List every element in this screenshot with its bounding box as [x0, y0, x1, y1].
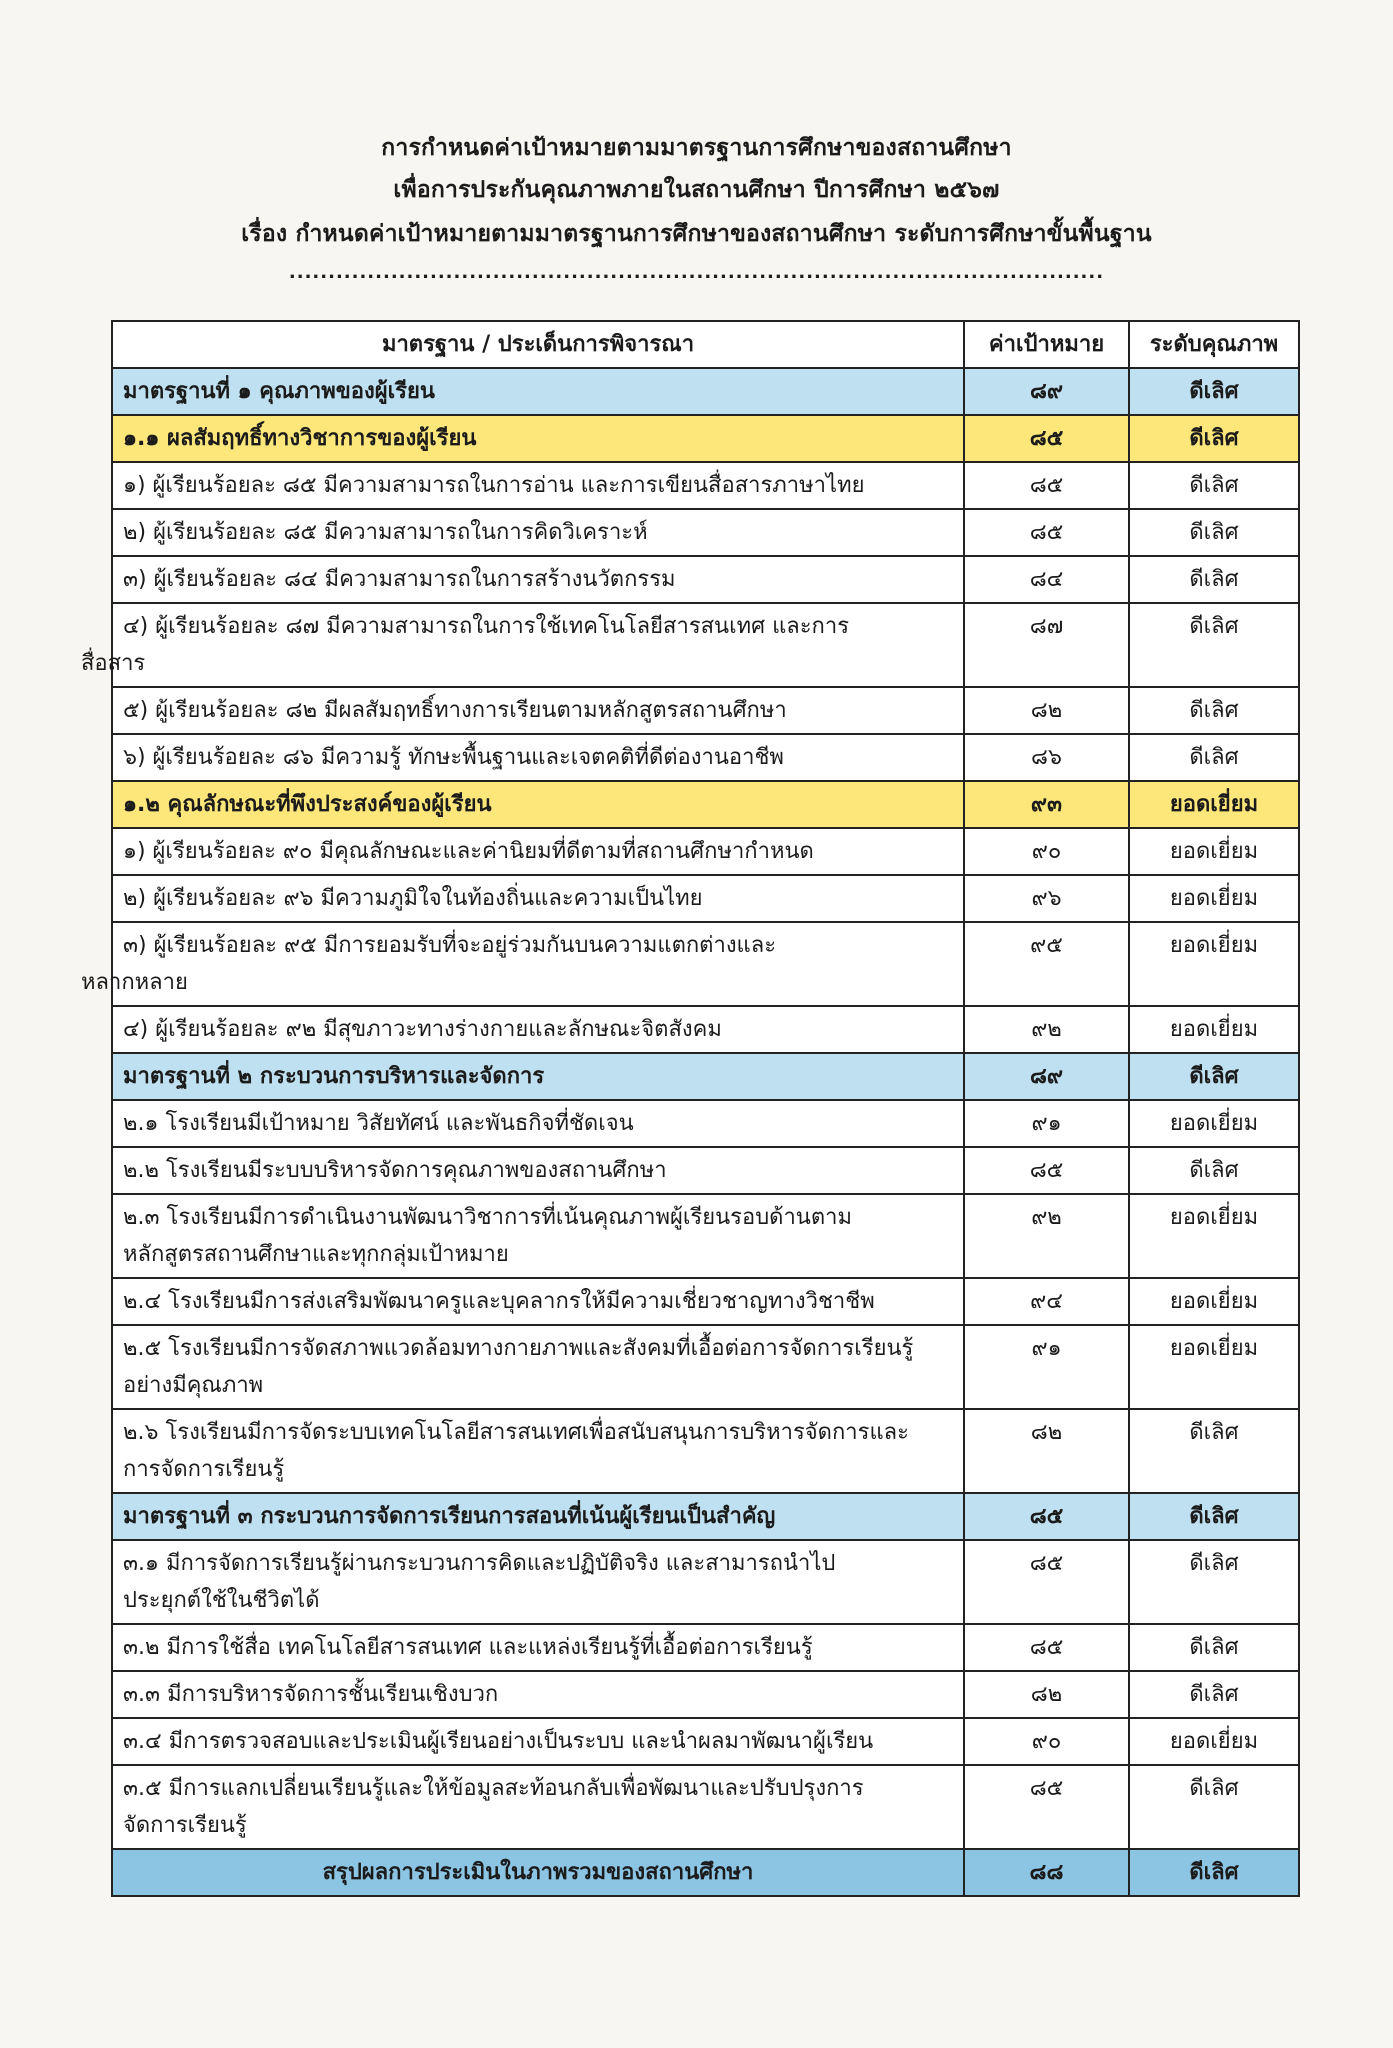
criteria-label: ๒.๖ โรงเรียนมีการจัดระบบเทคโนโลยีสารสนเทศเพื่อสนับสนุนการบริหารจัดการและ: [123, 1420, 909, 1445]
table-row: [112, 1671, 1299, 1718]
standard-row: [112, 1493, 1299, 1540]
quality-level: ยอดเยี่ยม: [1129, 922, 1299, 1006]
sub-standard-row: [112, 415, 1299, 462]
table-row: [112, 1325, 1299, 1409]
quality-level: ดีเลิศ: [1129, 1409, 1299, 1493]
criteria-label-continued: หลากหลาย: [81, 970, 188, 995]
quality-level: ดีเลิศ: [1129, 368, 1299, 415]
criteria-label: ๒.๕ โรงเรียนมีการจัดสภาพแวดล้อมทางกายภาพและสังคมที่เอื้อต่อการจัดการเรียนรู้: [123, 1336, 914, 1361]
quality-level: ยอดเยี่ยม: [1129, 1718, 1299, 1765]
quality-level: ดีเลิศ: [1129, 1624, 1299, 1671]
quality-level: ยอดเยี่ยม: [1129, 1006, 1299, 1053]
target-value: ๙๖: [964, 875, 1129, 922]
criteria-label: ๓) ผู้เรียนร้อยละ ๘๔ มีความสามารถในการสร้างนวัตกรรม: [123, 567, 676, 592]
criteria-label: ๒) ผู้เรียนร้อยละ ๙๖ มีความภูมิใจในท้องถิ่นและความเป็นไทย: [123, 886, 703, 911]
criteria-label: ๔) ผู้เรียนร้อยละ ๘๗ มีความสามารถในการใช้เทคโนโลยีสารสนเทศ และการ: [123, 614, 850, 639]
criteria-label: ๑.๒ คุณลักษณะที่พึงประสงค์ของผู้เรียน: [123, 792, 492, 817]
criteria-cell: [112, 556, 964, 603]
table-row: [112, 1278, 1299, 1325]
criteria-label-continued: การจัดการเรียนรู้: [123, 1457, 285, 1482]
criteria-label: มาตรฐานที่ ๒ กระบวนการบริหารและจัดการ: [123, 1064, 545, 1089]
criteria-label: ๓.๑ มีการจัดการเรียนรู้ผ่านกระบวนการคิดและปฏิบัติจริง และสามารถนำไป: [123, 1551, 836, 1576]
table-row: [112, 603, 1299, 687]
criteria-cell: [112, 1006, 964, 1053]
criteria-cell: [112, 368, 964, 415]
criteria-cell: [112, 1194, 964, 1278]
criteria-cell: [112, 687, 964, 734]
criteria-cell: [112, 875, 964, 922]
criteria-label: ๖) ผู้เรียนร้อยละ ๘๖ มีความรู้ ทักษะพื้นฐานและเจตคติที่ดีต่องานอาชีพ: [123, 745, 784, 770]
criteria-label: ๓.๔ มีการตรวจสอบและประเมินผู้เรียนอย่างเป็นระบบ และนำผลมาพัฒนาผู้เรียน: [123, 1729, 874, 1754]
target-value: ๘๕: [964, 1624, 1129, 1671]
criteria-label: ๑) ผู้เรียนร้อยละ ๙๐ มีคุณลักษณะและค่านิยมที่ดีตามที่สถานศึกษากำหนด: [123, 839, 814, 864]
table-row: [112, 1006, 1299, 1053]
target-table: [81, 320, 1300, 1897]
criteria-cell: [112, 1053, 964, 1100]
quality-level: ยอดเยี่ยม: [1129, 1100, 1299, 1147]
criteria-cell: [112, 1325, 964, 1409]
target-value: ๘๕: [964, 509, 1129, 556]
quality-level: ดีเลิศ: [1129, 462, 1299, 509]
target-value: ๘๕: [964, 1147, 1129, 1194]
table-row: [112, 1540, 1299, 1624]
target-value: ๘๕: [964, 1540, 1129, 1624]
criteria-cell: [112, 1493, 964, 1540]
target-value: ๙๑: [964, 1325, 1129, 1409]
quality-level: ดีเลิศ: [1129, 603, 1299, 687]
table-row: [112, 922, 1299, 1006]
table-row: [112, 462, 1299, 509]
header-quality-level: ระดับคุณภาพ: [1129, 321, 1299, 368]
document-subtitle: เพื่อการประกันคุณภาพภายในสถานศึกษา ปีการศึกษา ๒๕๖๗: [393, 177, 1000, 203]
criteria-cell: [112, 1765, 964, 1849]
criteria-label: มาตรฐานที่ ๑ คุณภาพของผู้เรียน: [123, 379, 435, 404]
target-value: ๘๕: [964, 462, 1129, 509]
table-row: [112, 1765, 1299, 1849]
criteria-label: สรุปผลการประเมินในภาพรวมของสถานศึกษา: [322, 1860, 754, 1885]
target-value: ๙๔: [964, 1278, 1129, 1325]
criteria-label: ๒.๓ โรงเรียนมีการดำเนินงานพัฒนาวิชาการที่เน้นคุณภาพผู้เรียนรอบด้านตาม: [123, 1205, 852, 1230]
target-value: ๘๙: [964, 1053, 1129, 1100]
target-value: ๘๒: [964, 687, 1129, 734]
criteria-label-continued: สื่อสาร: [81, 651, 146, 676]
header-standard: มาตรฐาน / ประเด็นการพิจารณา: [112, 321, 964, 368]
criteria-label: มาตรฐานที่ ๓ กระบวนการจัดการเรียนการสอนที่เน้นผู้เรียนเป็นสำคัญ: [123, 1504, 776, 1529]
table-row: [112, 875, 1299, 922]
target-value: ๙๕: [964, 922, 1129, 1006]
target-value: ๙๐: [964, 1718, 1129, 1765]
criteria-label: ๒.๑ โรงเรียนมีเป้าหมาย วิสัยทัศน์ และพันธกิจที่ชัดเจน: [123, 1111, 634, 1136]
sub-standard-row: [112, 781, 1299, 828]
target-value: ๘๒: [964, 1671, 1129, 1718]
quality-level: ดีเลิศ: [1129, 687, 1299, 734]
target-value: ๙๒: [964, 1194, 1129, 1278]
table-row: [112, 1718, 1299, 1765]
criteria-label: ๒) ผู้เรียนร้อยละ ๘๕ มีความสามารถในการคิดวิเคราะห์: [123, 520, 648, 545]
quality-level: ดีเลิศ: [1129, 734, 1299, 781]
table-body: [81, 368, 1299, 1896]
target-value: ๘๔: [964, 556, 1129, 603]
target-value: ๘๕: [964, 1765, 1129, 1849]
quality-level: ดีเลิศ: [1129, 509, 1299, 556]
quality-level: ดีเลิศ: [1129, 1671, 1299, 1718]
target-value: ๙๓: [964, 781, 1129, 828]
table-row: [112, 1194, 1299, 1278]
criteria-label: ๑) ผู้เรียนร้อยละ ๘๕ มีความสามารถในการอ่าน และการเขียนสื่อสารภาษาไทย: [123, 473, 865, 498]
header-target: ค่าเป้าหมาย: [964, 321, 1129, 368]
criteria-cell: [112, 734, 964, 781]
quality-level: ยอดเยี่ยม: [1129, 1278, 1299, 1325]
criteria-label: ๑.๑ ผลสัมฤทธิ์ทางวิชาการของผู้เรียน: [123, 426, 477, 451]
criteria-cell: [112, 509, 964, 556]
standard-row: [112, 368, 1299, 415]
criteria-label-continued: ประยุกต์ใช้ในชีวิตได้: [123, 1588, 320, 1613]
quality-level: ดีเลิศ: [1129, 1147, 1299, 1194]
quality-level: ดีเลิศ: [1129, 1540, 1299, 1624]
document-subject: เรื่อง กำหนดค่าเป้าหมายตามมาตรฐานการศึกษาของสถานศึกษา ระดับการศึกษาขั้นพื้นฐาน: [241, 221, 1152, 247]
quality-level: ยอดเยี่ยม: [1129, 1194, 1299, 1278]
criteria-label: ๓.๓ มีการบริหารจัดการชั้นเรียนเชิงบวก: [123, 1682, 499, 1707]
quality-level: ยอดเยี่ยม: [1129, 781, 1299, 828]
table-row: [112, 556, 1299, 603]
criteria-cell: [112, 1278, 964, 1325]
target-value: ๘๒: [964, 1409, 1129, 1493]
dotted-separator: ........................................................................................................: [288, 262, 1105, 283]
summary-row: [112, 1849, 1299, 1896]
criteria-label: ๓.๒ มีการใช้สื่อ เทคโนโลยีสารสนเทศ และแหล่งเรียนรู้ที่เอื้อต่อการเรียนรู้: [123, 1635, 813, 1660]
criteria-cell: [112, 1100, 964, 1147]
criteria-cell: [112, 1624, 964, 1671]
target-value: ๘๗: [964, 603, 1129, 687]
criteria-cell: [112, 828, 964, 875]
quality-level: ยอดเยี่ยม: [1129, 828, 1299, 875]
target-value: ๙๑: [964, 1100, 1129, 1147]
target-value: ๙๐: [964, 828, 1129, 875]
criteria-label: ๒.๔ โรงเรียนมีการส่งเสริมพัฒนาครูและบุคลากรให้มีความเชี่ยวชาญทางวิชาชีพ: [123, 1289, 875, 1314]
criteria-label-continued: อย่างมีคุณภาพ: [123, 1373, 264, 1398]
table-row: [112, 1100, 1299, 1147]
quality-level: ดีเลิศ: [1129, 556, 1299, 603]
table-row: [112, 734, 1299, 781]
quality-level: ดีเลิศ: [1129, 1849, 1299, 1896]
criteria-cell: [81, 922, 964, 1006]
target-value: ๘๙: [964, 368, 1129, 415]
criteria-label-continued: จัดการเรียนรู้: [123, 1813, 247, 1838]
criteria-label: ๕) ผู้เรียนร้อยละ ๘๒ มีผลสัมฤทธิ์ทางการเรียนตามหลักสูตรสถานศึกษา: [123, 698, 787, 723]
criteria-cell: [112, 781, 964, 828]
criteria-cell: [112, 1147, 964, 1194]
quality-level: ยอดเยี่ยม: [1129, 875, 1299, 922]
criteria-cell: [112, 1718, 964, 1765]
standard-row: [112, 1053, 1299, 1100]
criteria-label: ๓.๕ มีการแลกเปลี่ยนเรียนรู้และให้ข้อมูลสะท้อนกลับเพื่อพัฒนาและปรับปรุงการ: [123, 1776, 864, 1801]
criteria-cell: [112, 1409, 964, 1493]
quality-level: ดีเลิศ: [1129, 1765, 1299, 1849]
target-value: ๘๕: [964, 1493, 1129, 1540]
criteria-label: ๒.๒ โรงเรียนมีระบบบริหารจัดการคุณภาพของสถานศึกษา: [123, 1158, 667, 1183]
criteria-cell: [112, 462, 964, 509]
target-value: ๘๖: [964, 734, 1129, 781]
table-row: [112, 1147, 1299, 1194]
quality-level: ดีเลิศ: [1129, 415, 1299, 462]
table-row: [112, 1624, 1299, 1671]
target-value: ๘๕: [964, 415, 1129, 462]
criteria-cell: [81, 603, 964, 687]
criteria-cell: [112, 1540, 964, 1624]
criteria-cell: [112, 1849, 964, 1896]
table-row: [112, 828, 1299, 875]
table-row: [112, 509, 1299, 556]
quality-level: ดีเลิศ: [1129, 1493, 1299, 1540]
criteria-label-continued: หลักสูตรสถานศึกษาและทุกกลุ่มเป้าหมาย: [123, 1242, 509, 1267]
criteria-cell: [112, 415, 964, 462]
target-value: ๙๒: [964, 1006, 1129, 1053]
document-title: การกำหนดค่าเป้าหมายตามมาตรฐานการศึกษาของสถานศึกษา: [381, 135, 1012, 161]
quality-level: ยอดเยี่ยม: [1129, 1325, 1299, 1409]
quality-level: ดีเลิศ: [1129, 1053, 1299, 1100]
criteria-label: ๔) ผู้เรียนร้อยละ ๙๒ มีสุขภาวะทางร่างกายและลักษณะจิตสังคม: [123, 1017, 722, 1042]
table-row: [112, 1409, 1299, 1493]
criteria-label: ๓) ผู้เรียนร้อยละ ๙๕ มีการยอมรับที่จะอยู่ร่วมกันบนความแตกต่างและ: [123, 933, 777, 958]
table-header-row: [112, 321, 1299, 368]
criteria-cell: [112, 1671, 964, 1718]
target-value: ๘๘: [964, 1849, 1129, 1896]
table-row: [112, 687, 1299, 734]
